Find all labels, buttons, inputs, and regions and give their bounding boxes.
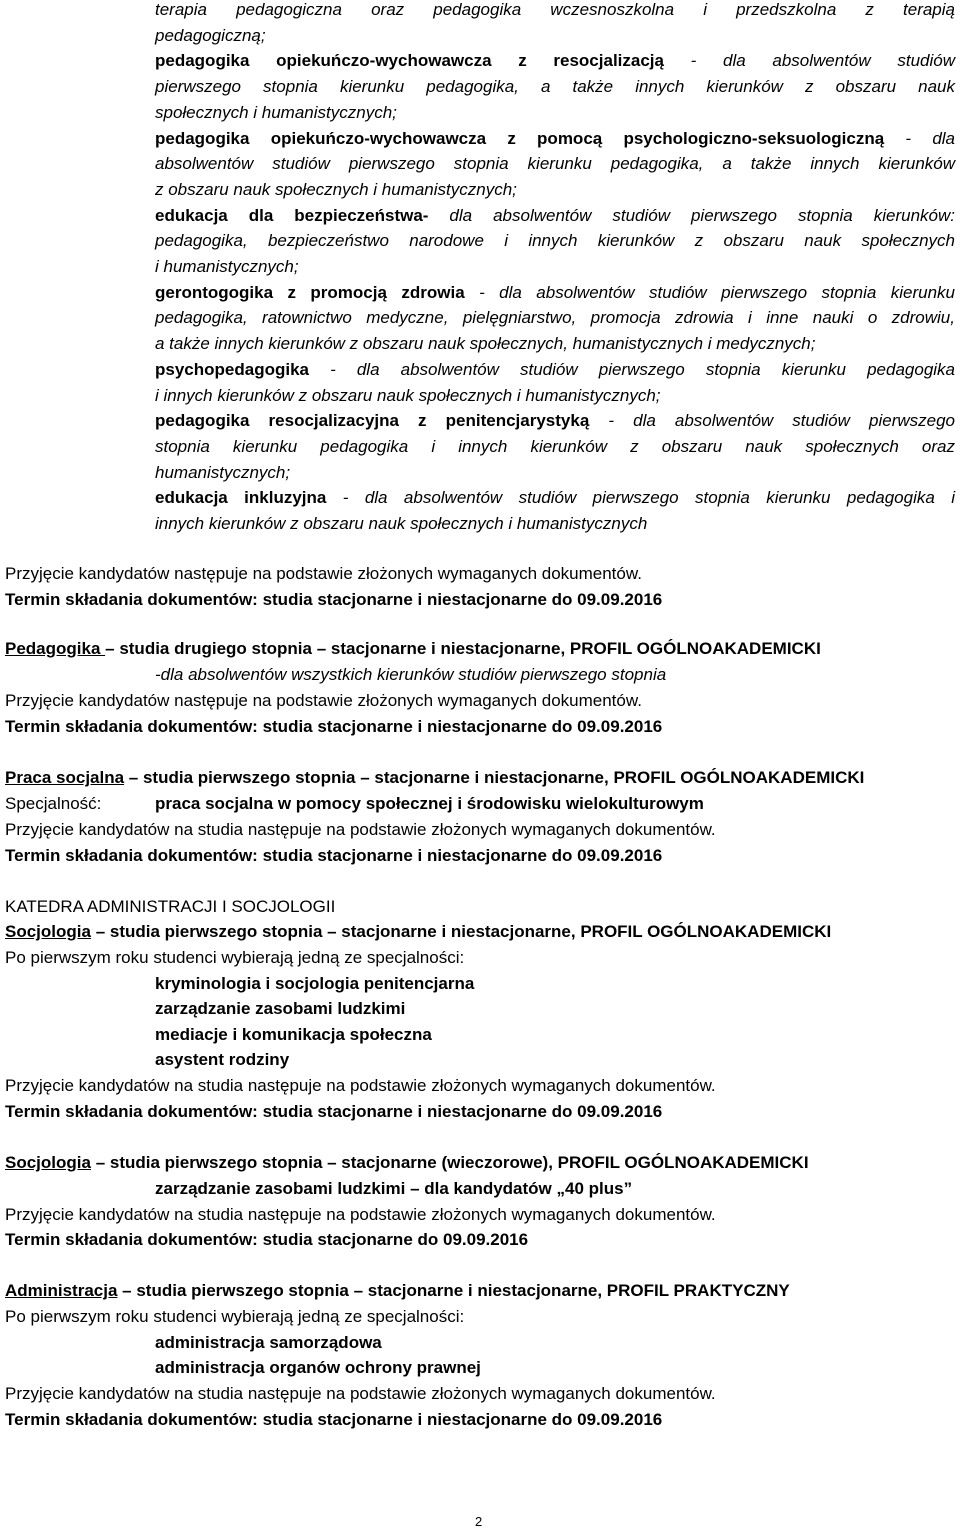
program-audience: -dla absolwentów wszystkich kierunków studiów pierwszego stopnia <box>155 665 667 684</box>
specialty-intro: Po pierwszym roku studenci wybierają jedną ze specjalności: <box>5 1307 465 1326</box>
deadline-text: Termin składania dokumentów: studia stacjonarne i niestacjonarne do 09.09.2016 <box>5 590 663 609</box>
deadline-text: Termin składania dokumentów: studia stacjonarne i niestacjonarne do 09.09.2016 <box>5 846 663 865</box>
list-line: pedagogika, bezpieczeństwo narodowe i innych kierunków z obszaru nauk społecznych <box>155 231 955 251</box>
program-heading-administracja: Administracja – studia pierwszego stopnia – stacjonarne i niestacjonarne, PROFIL PRAKTYCZNY <box>5 1281 790 1300</box>
specialty-list <box>155 0 955 537</box>
list-line: i humanistycznych; <box>155 257 299 277</box>
specialty-item: zarządzanie zasobami ludzkimi – dla kandydatów „40 plus” <box>155 1179 633 1198</box>
list-line: pierwszego stopnia kierunku pedagogika, a także innych kierunków z obszaru nauk <box>155 77 955 97</box>
list-line: pedagogiczną; <box>155 25 266 45</box>
admission-text: Przyjęcie kandydatów następuje na podstawie złożonych wymaganych dokumentów. <box>5 691 642 710</box>
deadline-text: Termin składania dokumentów: studia stacjonarne do 09.09.2016 <box>5 1230 529 1249</box>
deadline-text: Termin składania dokumentów: studia stacjonarne i niestacjonarne do 09.09.2016 <box>5 1410 663 1429</box>
admission-text: Przyjęcie kandydatów na studia następuje na podstawie złożonych wymaganych dokumentów. <box>5 820 716 839</box>
specialty-value: praca socjalna w pomocy społecznej i środowisku wielokulturowym <box>155 794 704 813</box>
admission-text: Przyjęcie kandydatów następuje na podstawie złożonych wymaganych dokumentów. <box>5 564 642 583</box>
specialty-item: administracja samorządowa <box>155 1333 382 1352</box>
list-line: a także innych kierunków z obszaru nauk społecznych, humanistycznych i medycznych; <box>155 334 816 354</box>
specialty-item: zarządzanie zasobami ludzkimi <box>155 999 406 1018</box>
list-item-penitencjarystyka: pedagogika resocjalizacyjna z penitencjarystyką - dla absolwentów studiów pierwszego <box>155 411 955 431</box>
list-item-inkluzja: edukacja inkluzyjna - dla absolwentów studiów pierwszego stopnia kierunku pedagogika i <box>155 488 955 508</box>
list-line: z obszaru nauk społecznych i humanistycznych; <box>155 179 517 199</box>
specialty-item: administracja organów ochrony prawnej <box>155 1358 481 1377</box>
list-line: i innych kierunków z obszaru nauk społecznych i humanistycznych; <box>155 385 661 405</box>
program-heading-praca-socjalna: Praca socjalna – studia pierwszego stopnia – stacjonarne i niestacjonarne, PROFIL OGÓLNOAKADEMICKI <box>5 768 865 787</box>
specialty-label: Specjalność: <box>5 794 102 813</box>
list-line: społecznych i humanistycznych; <box>155 102 397 122</box>
admission-text: Przyjęcie kandydatów na studia następuje na podstawie złożonych wymaganych dokumentów. <box>5 1076 716 1095</box>
specialty-item: mediacje i komunikacja społeczna <box>155 1025 432 1044</box>
specialty-item: kryminologia i socjologia penitencjarna <box>155 974 475 993</box>
list-line: stopnia kierunku pedagogika i innych kierunków z obszaru nauk społecznych oraz <box>155 436 955 456</box>
program-heading-pedagogika: Pedagogika – studia drugiego stopnia – stacjonarne i niestacjonarne, PROFIL OGÓLNOAKADEMICKI <box>5 639 821 658</box>
list-line: terapia pedagogiczna oraz pedagogika wczesnoszkolna i przedszkolna z terapią <box>155 0 955 19</box>
admission-text: Przyjęcie kandydatów na studia następuje na podstawie złożonych wymaganych dokumentów. <box>5 1205 716 1224</box>
list-line: humanistycznych; <box>155 462 291 482</box>
list-item-seksuologia: pedagogika opiekuńczo-wychowawcza z pomocą psychologiczno-seksuologiczną - dla <box>155 128 956 148</box>
admission-text: Przyjęcie kandydatów na studia następuje na podstawie złożonych wymaganych dokumentów. <box>5 1384 716 1403</box>
list-line: absolwentów studiów pierwszego stopnia kierunku pedagogika, a także innych kierunków <box>155 154 955 174</box>
list-line: pedagogika, ratownictwo medyczne, pielęgniarstwo, promocja zdrowia i inne nauki o zdrowiu, <box>155 308 955 328</box>
specialty-item: asystent rodziny <box>155 1050 290 1069</box>
list-item-psychopedagogika: psychopedagogika - dla absolwentów studiów pierwszego stopnia kierunku pedagogika <box>155 359 955 379</box>
list-line: innych kierunków z obszaru nauk społecznych i humanistycznych <box>155 514 648 534</box>
department-heading: KATEDRA ADMINISTRACJI I SOCJOLOGII <box>5 897 336 916</box>
deadline-text: Termin składania dokumentów: studia stacjonarne i niestacjonarne do 09.09.2016 <box>5 1102 663 1121</box>
list-item-gerontogogika: gerontogogika z promocją zdrowia - dla absolwentów studiów pierwszego stopnia kierunku <box>155 282 955 302</box>
page-number: 2 <box>475 1514 483 1529</box>
list-item-bezpieczenstwo: edukacja dla bezpieczeństwa- dla absolwentów studiów pierwszego stopnia kierunków: <box>155 205 955 225</box>
program-heading-socjologia-wieczorowe: Socjologia – studia pierwszego stopnia – stacjonarne (wieczorowe), PROFIL OGÓLNOAKADEMICKI <box>5 1153 809 1172</box>
list-item-resocjalizacja: pedagogika opiekuńczo-wychowawcza z resocjalizacją - dla absolwentów studiów <box>155 51 955 71</box>
specialty-intro: Po pierwszym roku studenci wybierają jedną ze specjalności: <box>5 948 465 967</box>
deadline-text: Termin składania dokumentów: studia stacjonarne i niestacjonarne do 09.09.2016 <box>5 717 663 736</box>
program-heading-socjologia: Socjologia – studia pierwszego stopnia – stacjonarne i niestacjonarne, PROFIL OGÓLNOAKADEMICKI <box>5 922 832 941</box>
